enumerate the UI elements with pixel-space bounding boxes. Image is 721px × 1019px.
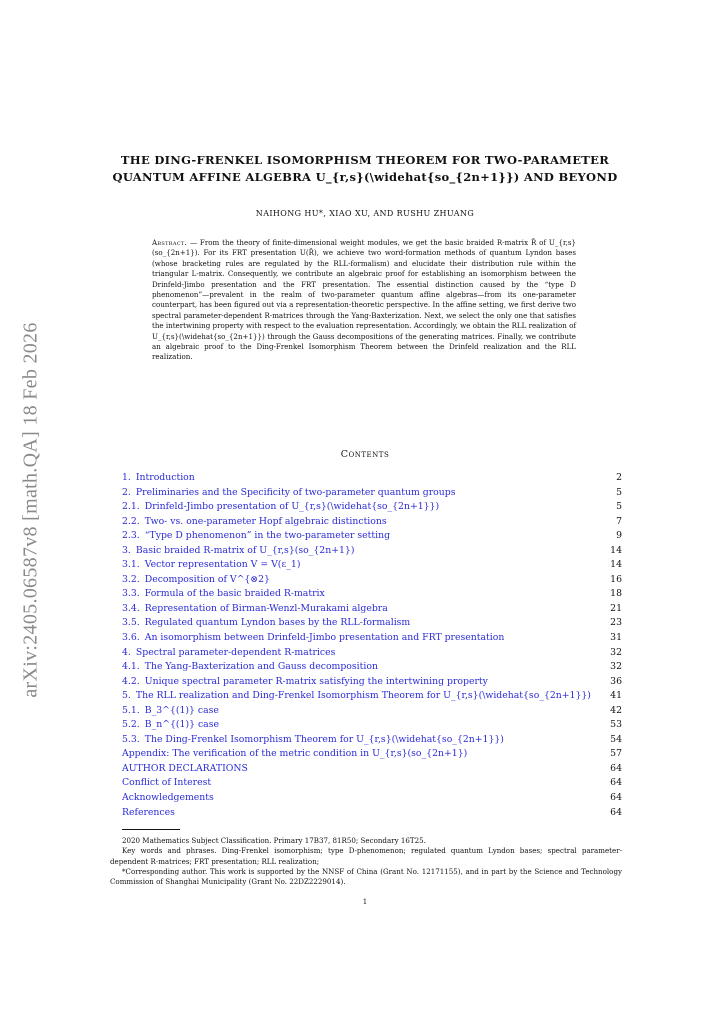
toc-entry — [122, 486, 622, 501]
toc-title: Drinfeld-Jimbo presentation of U_{r,s}(\widehat{so_{2n+1}}) — [144, 501, 440, 513]
toc-title: Formula of the basic braided R-matrix — [144, 588, 325, 600]
toc-number: 5.2. — [122, 719, 140, 731]
toc-entry — [122, 631, 622, 646]
toc-entry — [122, 515, 622, 530]
abstract-text: — From the theory of finite-dimensional weight modules, we get the basic braided R-matrix R̂ of U_{r,s}(so_{2n+1}). For its FRT presentation U(R̂), we achieve two word-formation methods of quantum Lyndon bases (whose bracketing rules are regulated by the RLL-formalism) and elucidate their distribution rule within the triangular L-matrix. Consequently, we contribute an algebraic proof for establishing an isomorphism between the Drinfeld-Jimbo presentation and the FRT presentation. The essential distinction caused by the “type D phenomenon”—prevalent in the realm of two-parameter quantum affine algebras—from its one-parameter counterpart, has been figured out via a representation-theoretic perspective. In the affine setting, we first derive two spectral parameter-dependent R-matrices through the Yang-Baxterization. Next, we select the only one that satisfies the intertwining property with respect to the evaluation representation. Accordingly, we obtain the RLL realization of U_{r,s}(\widehat{so_{2n+1}}) through the Gauss decompositions of the generating matrices. Finally, we contribute an algebraic proof to the Ding-Frenkel Isomorphism Theorem between the Drinfeld realization and the RLL realization. — [152, 238, 577, 362]
toc-number: 2. — [122, 486, 131, 498]
toc-page-number: 14 — [610, 559, 622, 571]
toc-title: Representation of Birman-Wenzl-Murakami algebra — [144, 602, 388, 614]
toc-title: Introduction — [135, 472, 195, 483]
toc-entry — [122, 544, 622, 559]
author-list: NAIHONG HU*, XIAO XU, AND RUSHU ZHUANG — [255, 209, 475, 218]
toc-title: Regulated quantum Lyndon bases by the RLL-formalism — [144, 617, 411, 629]
toc-link[interactable] — [122, 705, 219, 716]
toc-link[interactable] — [122, 632, 504, 643]
toc-title: Conflict of Interest — [122, 777, 212, 789]
toc-page-number: 2 — [616, 472, 622, 483]
toc-entry — [122, 733, 622, 748]
footnote-msc: 2020 Mathematics Subject Classification. Primary 17B37, 81R50; Secondary 16T25. — [122, 836, 426, 845]
toc-title: AUTHOR DECLARATIONS — [122, 762, 248, 774]
toc-number: 2.1. — [122, 501, 140, 513]
toc-title: Preliminaries and the Specificity of two-parameter quantum groups — [135, 486, 456, 498]
toc-page-number: 7 — [616, 515, 622, 527]
toc-number: 4. — [122, 646, 131, 658]
toc-page-number: 14 — [610, 544, 622, 556]
toc-entry — [122, 806, 622, 821]
toc-entry — [122, 573, 622, 588]
toc-page-number: 64 — [610, 806, 622, 818]
toc-page-number: 32 — [610, 661, 622, 673]
toc-page-number: 64 — [610, 792, 622, 804]
toc-link[interactable] — [122, 690, 591, 701]
toc-number: 3.5. — [122, 617, 140, 629]
toc-title: An isomorphism between Drinfeld-Jimbo presentation and FRT presentation — [144, 632, 505, 644]
toc-link[interactable] — [122, 574, 270, 585]
toc-title: Spectral parameter-dependent R-matrices — [135, 646, 336, 658]
toc-page-number: 16 — [610, 573, 622, 585]
toc-number: 2.2. — [122, 515, 140, 527]
toc-entry — [122, 704, 622, 719]
toc-page-number: 18 — [610, 588, 622, 600]
toc-entry — [122, 587, 622, 602]
toc-title: Acknowledgements — [122, 792, 214, 804]
toc-title: “Type D phenomenon” in the two-parameter setting — [144, 530, 391, 542]
toc-entry — [122, 558, 622, 573]
toc-entry — [122, 776, 622, 791]
arxiv-sidebar-stamp — [8, 300, 54, 720]
toc-link[interactable] — [122, 734, 504, 745]
toc-entry — [122, 646, 622, 661]
footnote-keywords: Key words and phrases. Ding-Frenkel isomorphism; type D-phenomenon; regulated quantum Lyndon bases; spectral parameter-dependent R-matrices; FRT presentation; RLL realization; — [110, 846, 622, 866]
toc-link[interactable] — [122, 792, 214, 803]
toc-entry — [122, 675, 622, 690]
toc-page-number: 32 — [610, 646, 622, 658]
toc-entry — [122, 529, 622, 544]
toc-title: Vector representation V = V(ε_1) — [144, 559, 301, 571]
toc-page-number: 64 — [610, 777, 622, 789]
toc-entry — [122, 660, 622, 675]
toc-entry — [122, 616, 622, 631]
toc-page-number: 54 — [610, 733, 622, 745]
toc-link[interactable] — [122, 472, 195, 483]
toc-link[interactable] — [122, 530, 390, 541]
toc-link[interactable] — [122, 588, 325, 599]
toc-title: Decomposition of V^{⊗2} — [144, 573, 270, 585]
toc-entry — [122, 747, 622, 762]
toc-link[interactable] — [122, 661, 378, 672]
toc-title: Basic braided R-matrix of U_{r,s}(so_{2n+1}) — [135, 544, 355, 556]
toc-entry — [122, 500, 622, 515]
toc-title: References — [122, 806, 175, 818]
toc-page-number: 5 — [616, 501, 622, 513]
toc-page-number: 57 — [610, 748, 622, 760]
table-of-contents — [122, 471, 622, 820]
toc-entry — [122, 471, 622, 486]
toc-title: B_n^{(1)} case — [144, 719, 219, 731]
toc-link[interactable] — [122, 603, 388, 614]
toc-title: Unique spectral parameter R-matrix satisfying the intertwining property — [144, 675, 488, 687]
abstract — [152, 238, 576, 363]
toc-title: Two- vs. one-parameter Hopf algebraic distinctions — [144, 515, 387, 527]
toc-title: The Yang-Baxterization and Gauss decomposition — [144, 661, 378, 673]
toc-page-number: 21 — [610, 602, 622, 614]
toc-page-number: 53 — [610, 719, 622, 731]
paper-title — [100, 152, 630, 186]
toc-number: 5.3. — [122, 733, 140, 745]
toc-page-number: 31 — [610, 632, 622, 644]
toc-link[interactable] — [122, 807, 175, 818]
toc-number: 4.1. — [122, 661, 140, 673]
toc-number: 3.2. — [122, 573, 140, 585]
toc-page-number: 36 — [610, 675, 622, 687]
toc-entry — [122, 762, 622, 777]
toc-number: 5.1. — [122, 704, 140, 716]
toc-number: 3. — [122, 544, 131, 556]
toc-page-number: 9 — [616, 530, 622, 542]
toc-number: 1. — [122, 472, 131, 483]
toc-number: 3.4. — [122, 602, 140, 614]
contents-heading: Contents — [340, 449, 390, 460]
toc-link[interactable] — [122, 647, 335, 658]
toc-link[interactable] — [122, 545, 354, 556]
toc-link[interactable] — [122, 748, 467, 759]
toc-page-number: 41 — [610, 690, 622, 702]
toc-number: 3.1. — [122, 559, 140, 571]
toc-entry — [122, 689, 622, 704]
toc-link[interactable] — [122, 617, 410, 628]
toc-number: 2.3. — [122, 530, 140, 542]
toc-entry — [122, 718, 622, 733]
toc-page-number: 23 — [610, 617, 622, 629]
footnotes — [110, 836, 622, 887]
arxiv-id: arXiv:2405.06587v8 [math.QA] 18 Feb 2026 — [19, 322, 42, 698]
toc-link[interactable] — [122, 559, 300, 570]
page-number: 1 — [362, 898, 368, 906]
toc-number: 5. — [122, 690, 131, 702]
toc-page-number: 5 — [616, 486, 622, 498]
toc-number: 3.6. — [122, 632, 140, 644]
toc-number: 3.3. — [122, 588, 140, 600]
toc-link[interactable] — [122, 763, 248, 774]
toc-link[interactable] — [122, 501, 439, 512]
toc-page-number: 64 — [610, 762, 622, 774]
toc-link[interactable] — [122, 719, 219, 730]
toc-title: The RLL realization and Ding-Frenkel Isomorphism Theorem for U_{r,s}(\widehat{so_{2n+1}}) — [135, 690, 591, 702]
toc-title: B_3^{(1)} case — [144, 704, 219, 716]
toc-link[interactable] — [122, 777, 211, 788]
toc-entry — [122, 791, 622, 806]
footnote-rule — [122, 829, 180, 830]
toc-page-number: 42 — [610, 704, 622, 716]
title-line-1: THE DING-FRENKEL ISOMORPHISM THEOREM FOR TWO-PARAMETER — [120, 153, 610, 167]
abstract-label: Abstract. — [152, 238, 188, 247]
toc-link[interactable] — [122, 516, 387, 527]
toc-entry — [122, 602, 622, 617]
toc-title: The Ding-Frenkel Isomorphism Theorem for U_{r,s}(\widehat{so_{2n+1}}) — [144, 733, 504, 745]
toc-link[interactable] — [122, 676, 488, 687]
toc-link[interactable] — [122, 487, 455, 498]
footnote-corresponding: *Corresponding author. This work is supported by the NNSF of China (Grant No. 12171155), and in part by the Science and Technology Commission of Shanghai Municipality (Grant No. 22DZ2229014). — [110, 866, 622, 887]
toc-number: 4.2. — [122, 675, 140, 687]
toc-title: Appendix: The verification of the metric condition in U_{r,s}(so_{2n+1}) — [122, 748, 468, 760]
title-line-2: QUANTUM AFFINE ALGEBRA U_{r,s}(\widehat{so_{2n+1}}) AND BEYOND — [112, 170, 618, 184]
